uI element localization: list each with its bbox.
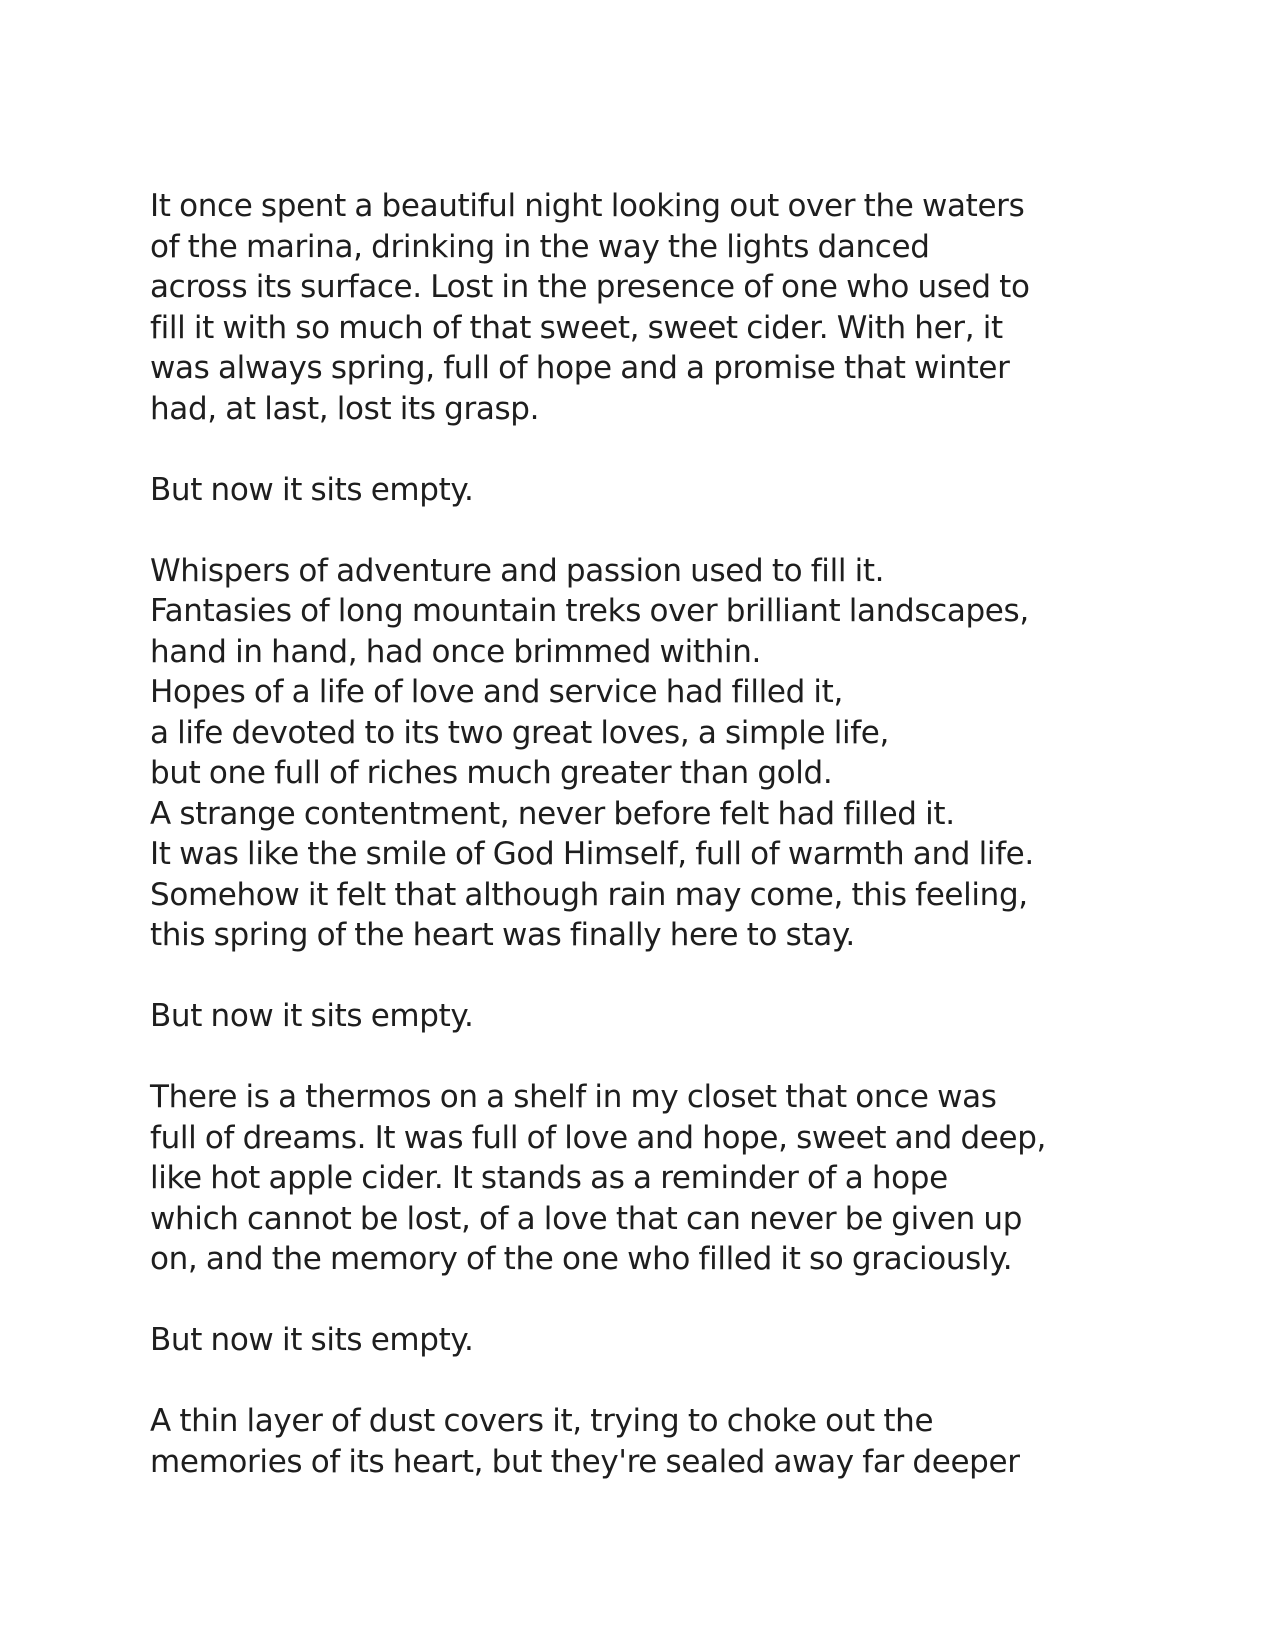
text-line: Whispers of adventure and passion used to fill it. [150,552,885,589]
text-line: but one full of riches much greater than gold. [150,755,833,791]
paragraph-thermos [150,1077,1150,1280]
paragraph-whispers [150,551,1150,956]
body-text [150,186,1150,1523]
text-line: A thin layer of dust covers it, trying to choke out the [150,1403,934,1439]
text-line: It once spent a beautiful night looking out over the waters [150,188,1025,224]
text-line: was always spring, full of hope and a promise that winter [150,350,1010,386]
text-line: But now it sits empty. [150,998,474,1034]
text-line: Hopes of a life of love and service had filled it, [150,674,843,710]
text-line: hand in hand, had once brimmed within. [150,633,761,670]
text-line: had, at last, lost its grasp. [150,390,540,427]
text-line: But now it sits empty. [150,1322,474,1358]
text-line: It was like the smile of God Himself, full of warmth and life. [150,836,1034,872]
text-line: a life devoted to its two great loves, a simple life, [150,714,890,751]
text-line: of the marina, drinking in the way the lights danced [150,228,930,265]
text-line: like hot apple cider. It stands as a reminder of a hope [150,1160,948,1196]
text-line: which cannot be lost, of a love that can never be given up [150,1200,1023,1237]
text-line: on, and the memory of the one who filled it so graciously. [150,1241,1013,1277]
text-line: fill it with so much of that sweet, sweet cider. With her, it [150,309,1003,346]
text-line: A strange contentment, never before felt had filled it. [150,795,955,832]
text-line: But now it sits empty. [150,471,474,508]
paragraph-refrain-1 [150,470,1150,511]
text-line: full of dreams. It was full of love and hope, sweet and deep, [150,1119,1047,1156]
paragraph-refrain-3 [150,1320,1150,1361]
text-line: There is a thermos on a shelf in my closet that once was [150,1079,997,1115]
text-line: this spring of the heart was finally here to stay. [150,917,855,953]
paragraph-marina [150,186,1150,429]
text-line: Somehow it felt that although rain may come, this feeling, [150,876,1028,913]
paragraph-refrain-2 [150,996,1150,1037]
text-line: Fantasies of long mountain treks over brilliant landscapes, [150,593,1029,629]
text-line: memories of its heart, but they're sealed away far deeper [150,1443,1020,1480]
text-line: across its surface. Lost in the presence of one who used to [150,269,1030,305]
paragraph-dust [150,1401,1150,1482]
